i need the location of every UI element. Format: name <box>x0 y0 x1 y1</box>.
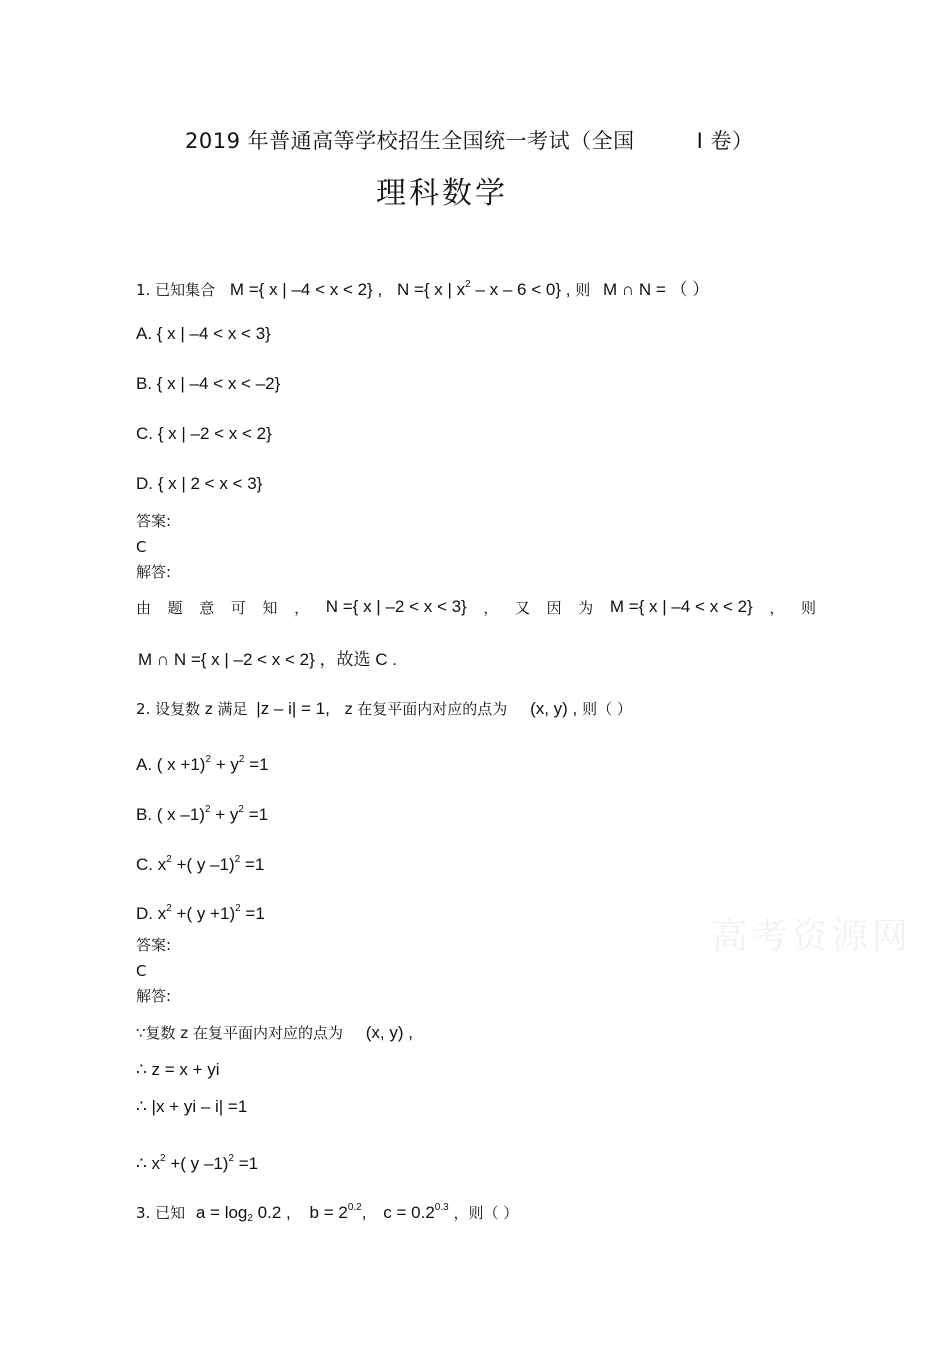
q1-intersection: M ∩ N = （ ） <box>603 280 710 299</box>
q1-solution-label: 解答: <box>136 563 172 581</box>
q2-stem-b: z 在复平面内对应的点为 <box>344 700 508 718</box>
title-tail: I 卷） <box>696 129 754 153</box>
title-main: 2019 年普通高等学校招生全国统一考试（全国 <box>185 129 635 153</box>
q1-sol-word: 则 <box>800 599 816 617</box>
q2-solution-2: ∴ z = x + yi <box>136 1060 220 1079</box>
q1-option-c: C. { x | –2 < x < 2} <box>136 424 272 443</box>
q2-answer-label: 答案: <box>136 936 172 954</box>
q3-a-expr: $a = \log_2 0.2$ , <box>195 1203 291 1224</box>
q1-option-d: D. { x | 2 < x < 3} <box>136 474 263 493</box>
q1-then: 则 <box>575 281 591 299</box>
q2-option-d: D. $x^2$ +( y +1)$^2$ =1 <box>136 903 265 923</box>
q1-sol-word: 由 <box>136 599 152 617</box>
q2-option-c: C. $x^2$ +( y –1)$^2$ =1 <box>136 854 265 874</box>
document-subtitle: 理科数学 <box>376 176 508 211</box>
q3-c-expr: $c = 0.2^{0.3}$ <box>383 1202 449 1222</box>
q1-sol-word: 意 <box>199 599 215 617</box>
q1-sol-word: 为 <box>578 599 594 617</box>
q1-sol-word: ， <box>769 599 785 617</box>
q1-answer: C <box>136 538 147 556</box>
q3-stem-b: ，则（ ） <box>453 1204 519 1222</box>
q1-sol-word: 题 <box>167 599 183 617</box>
q1-sol-word: 可 <box>230 599 246 617</box>
q1-sol-word: ， <box>294 599 310 617</box>
q3-stem-a: 3. 已知 <box>136 1204 186 1222</box>
q1-option-b: B. { x | –4 < x < –2} <box>136 374 281 393</box>
q3-stem <box>136 1198 518 1229</box>
q2-solution-label: 解答: <box>136 987 172 1005</box>
q2-sol-1a: ∵复数 z 在复平面内对应的点为 <box>136 1024 343 1042</box>
watermark: 高考资源网 <box>712 916 913 957</box>
q1-sol-word: 又 <box>514 599 530 617</box>
q2-stem <box>136 699 632 719</box>
q2-solution-4: ∴ $x^2$ +( y –1)$^2$ =1 <box>136 1153 259 1173</box>
q1-sol-word: 因 <box>546 599 562 617</box>
q1-set-m: M ={ x | –4 < x < 2} , <box>229 280 383 299</box>
document-title <box>185 131 754 151</box>
q1-solution-line2: M ∩ N ={ x | –2 < x < 2} ，故选 C . <box>138 650 397 669</box>
q2-stem-c: 则（ ） <box>582 700 632 718</box>
q1-stem <box>136 275 709 300</box>
q2-solution-3: ∴ |x + yi – i| =1 <box>136 1097 248 1116</box>
q1-solution-line1 <box>136 597 816 618</box>
q1-answer-label: 答案: <box>136 512 172 530</box>
q1-sol-word: ， <box>483 599 499 617</box>
q2-stem-a: 2. 设复数 z 满足 <box>136 700 248 718</box>
q2-option-a: A. ( $x +1)^2 + y^2 =1$ <box>136 754 269 774</box>
q1-prefix: 1. 已知集合 <box>136 281 216 299</box>
q2-solution-1 <box>136 1023 413 1043</box>
q2-stem-abs: |z – i| = 1, <box>256 699 330 718</box>
q1-option-a: A. { x | –4 < x < 3} <box>136 324 271 343</box>
q1-sol-word: 知 <box>262 599 278 617</box>
q2-option-b: B. ( x $-1)^2 + y^2 =1$ <box>136 804 269 824</box>
q2-answer: C <box>136 962 147 980</box>
q2-sol-1b: (x, y) , <box>365 1023 413 1042</box>
q1-sol-set-m: M ={ x | –4 < x < 2} <box>609 597 753 616</box>
q2-stem-point: (x, y) , <box>530 699 578 718</box>
q3-b-expr: $b = 2^{0.2}$, <box>309 1202 367 1222</box>
q1-sol-set-n: N ={ x | –2 < x < 3} <box>325 597 467 616</box>
q1-set-n: N ={ x | $x^2 - x - 6 < 0$} , <box>396 279 571 299</box>
